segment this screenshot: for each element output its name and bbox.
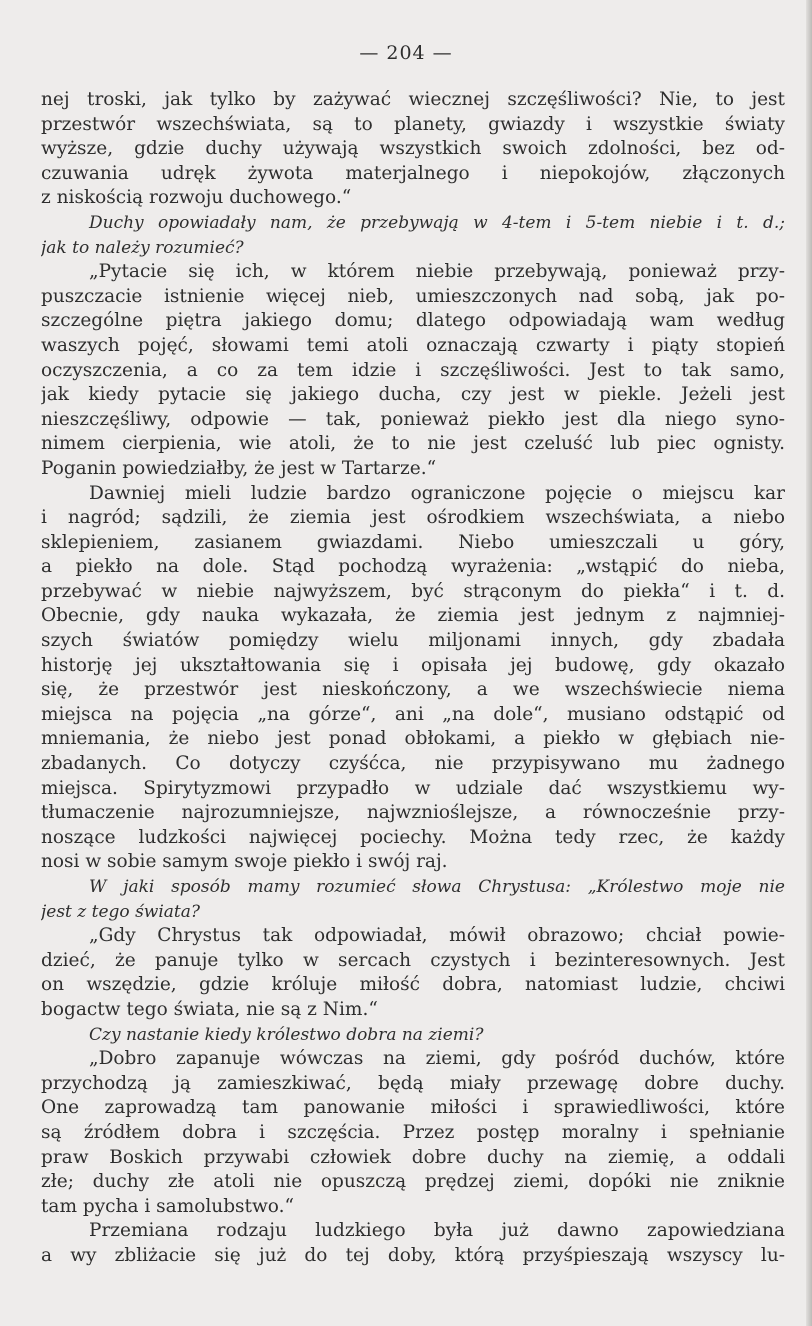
text-line: bogactw tego świata, nie są z Nim.“ — [41, 998, 378, 1020]
text-line: czuwania udręk żywota materjalnego i niepokojów, złączonych — [41, 162, 785, 184]
text-line: szych światów pomiędzy wielu miljonami innych, gdy zbadała — [41, 630, 785, 652]
text-line: a wy zbliżacie się już do tej doby, którą przyśpieszają wszyscy lu- — [41, 1244, 785, 1266]
question-line: jest z tego świata? — [41, 901, 200, 922]
text-line: jak kiedy pytacie się jakiego ducha, czy jest w piekle. Jeżeli jest — [41, 384, 785, 406]
text-line: Obecnie, gdy nauka wykazała, że ziemia jest jednym z najmniej- — [41, 605, 785, 627]
text-line: One zaprowadzą tam panowanie miłości i sprawiedliwości, które — [41, 1097, 785, 1119]
text-line: zbadanych. Co dotyczy czyśćca, nie przypisywano mu żadnego — [41, 753, 785, 775]
page-edge — [806, 0, 812, 1326]
text-line: praw Boskich przywabi człowiek dobre duchy na ziemię, a oddali — [41, 1146, 785, 1168]
text-line: Poganin powiedziałby, że jest w Tartarze.“ — [41, 457, 437, 479]
text-line: waszych pojęć, słowami temi atoli oznaczają czwarty i piąty stopień — [41, 334, 785, 356]
text-line: tam pycha i samolubstwo.“ — [41, 1195, 294, 1217]
text-line: miejsca. Spirytyzmowi przypadło w udziale dać wszystkiemu wy- — [41, 777, 785, 799]
text-line: „Gdy Chrystus tak odpowiadał, mówił obrazowo; chciał powie- — [89, 925, 785, 947]
text-line: Dawniej mieli ludzie bardzo ograniczone pojęcie o miejscu kar — [89, 482, 785, 504]
question-line: Duchy opowiadały nam, że przebywają w 4-tem i 5-tem niebie i t. d.; — [89, 212, 785, 233]
text-line: tłumaczenie najrozumniejsze, najwznioślejsze, a równocześnie przy- — [41, 802, 785, 824]
text-line: mniemania, że niebo jest ponad obłokami, a piekło w głębiach nie- — [41, 728, 785, 750]
text-line: „Pytacie się ich, w którem niebie przebywają, ponieważ przy- — [89, 261, 785, 283]
text-line: z niskością rozwoju duchowego.“ — [41, 187, 352, 209]
text-line: złe; duchy złe atoli nie opuszczą prędzej ziemi, dopóki nie zniknie — [41, 1171, 785, 1193]
text-line: i nagród; sądzili, że ziemia jest ośrodkiem wszechświata, a niebo — [41, 507, 785, 529]
text-line: miejsca na pojęcia „na górze“, ani „na dole“, musiano odstąpić od — [41, 703, 785, 725]
text-line: noszące ludzkości najwięcej pociechy. Można tedy rzec, że każdy — [41, 826, 785, 848]
text-line: dzieć, że panuje tylko w sercach czystych i bezinteresownych. Jest — [41, 949, 785, 971]
text-line: nej troski, jak tylko by zażywać wiecznej szczęśliwości? Nie, to jest — [41, 89, 785, 110]
text-line: nosi w sobie samym swoje piekło i swój raj. — [41, 851, 448, 873]
page-number: — 204 — — [359, 42, 453, 64]
text-line: przychodzą ją zamieszkiwać, będą miały przewagę dobre duchy. — [41, 1072, 785, 1094]
text-line: on wszędzie, gdzie króluje miłość dobra, natomiast ludzie, chciwi — [41, 974, 785, 996]
question-line: jak to należy rozumieć? — [41, 237, 244, 258]
text-line: nimem cierpienia, wie atoli, że to nie jest czeluść lub piec ognisty. — [41, 433, 785, 455]
text-line: są źródłem dobra i szczęścia. Przez postęp moralny i spełnianie — [41, 1121, 785, 1143]
question-line: W jaki sposób mamy rozumieć słowa Chrystusa: „Królestwo moje nie — [89, 877, 785, 897]
text-line: sklepieniem, zasianem gwiazdami. Niebo umieszczali u góry, — [41, 531, 785, 553]
text-line: się, że przestwór jest nieskończony, a we wszechświecie niema — [41, 679, 785, 701]
text-line: puszczacie istnienie więcej nieb, umieszczonych nad sobą, jak po- — [41, 285, 785, 307]
text-line: nieszczęśliwy, odpowie — tak, ponieważ piekło jest dla niego syno- — [41, 408, 785, 430]
text-line: „Dobro zapanuje wówczas na ziemi, gdy pośród duchów, które — [89, 1048, 785, 1070]
text-line: oczyszczenia, a co za tem idzie i szczęśliwości. Jest to tak samo, — [41, 359, 785, 381]
text-line: przebywać w niebie najwyższem, być strąconym do piekła“ i t. d. — [41, 580, 785, 602]
text-line: szczególne piętra jakiego domu; dlatego odpowiadają wam według — [41, 310, 785, 332]
text-line: Przemiana rodzaju ludzkiego była już dawno zapowiedziana — [89, 1220, 785, 1242]
text-line: wyższe, gdzie duchy używają wszystkich swoich zdolności, bez od- — [41, 138, 785, 160]
text-line: historję jej ukształtowania się i opisała jej budowę, gdy okazało — [41, 654, 785, 676]
text-line: a piekło na dole. Stąd pochodzą wyrażenia: „wstąpić do nieba, — [41, 556, 785, 578]
page-text — [41, 88, 785, 1269]
text-line: przestwór wszechświata, są to planety, gwiazdy i wszystkie światy — [41, 113, 785, 135]
question-line: Czy nastanie kiedy królestwo dobra na ziemi? — [89, 1024, 484, 1045]
